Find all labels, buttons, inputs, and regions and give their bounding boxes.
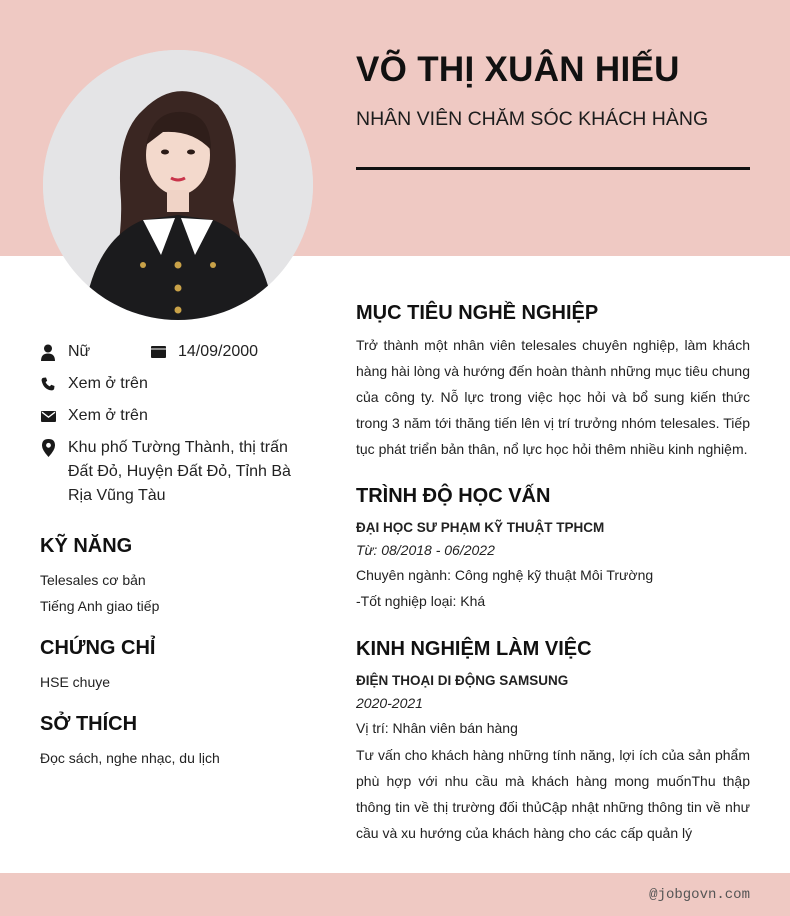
- certificates-list: [40, 669, 110, 695]
- skills-list: [40, 567, 159, 619]
- email-row: [40, 404, 148, 428]
- skills-heading: KỸ NĂNG: [40, 535, 133, 557]
- hobbies-list: [40, 745, 220, 771]
- objective-text: Trở thành một nhân viên telesales chuyên nghiệp, làm khách hàng hài lòng và hướng đến hoàn thành những mục tiêu chung của công ty. Nỗ lực trong việc học hỏi và bổ sung kiến thức trong 3 năm tới thăng tiến lên vị trí trưởng nhóm telesales. Tiếp tục phát triển bản thân, nổ lực học hỏi thêm nhiều kinh nghiệm.: [356, 337, 750, 457]
- education-grade: -Tốt nghiệp loại: Khá: [356, 593, 486, 609]
- list-item: Đọc sách, nghe nhạc, du lịch: [40, 750, 220, 766]
- education-school: ĐẠI HỌC SƯ PHẠM KỸ THUẬT TPHCM: [356, 520, 605, 535]
- avatar: [43, 50, 313, 320]
- phone-value: Xem ở trên: [68, 375, 148, 392]
- email-value: Xem ở trên: [68, 407, 148, 424]
- gender-row: [40, 340, 90, 364]
- objective-heading: MỤC TIÊU NGHỀ NGHIỆP: [356, 302, 599, 324]
- experience-description: Tư vấn cho khách hàng những tính năng, lợi ích của sản phẩm phù hợp với nhu cầu mà khách hàng mong muốnThu thập thông tin về thị trường đối thủCập nhật những thông tin về như cầu và xu hướng của khách hàng cho các cấp quản lý: [356, 747, 750, 841]
- title-divider: [356, 167, 750, 170]
- list-item: HSE chuye: [40, 674, 111, 690]
- hobbies-heading: SỞ THÍCH: [40, 713, 138, 735]
- education-period: Từ: 08/2018 - 06/2022: [356, 542, 495, 558]
- candidate-name: VÕ THỊ XUÂN HIẾU: [356, 50, 680, 89]
- education-major: Chuyên ngành: Công nghệ kỹ thuật Môi Trường: [356, 567, 654, 583]
- person-icon: [40, 340, 56, 364]
- certificates-heading: CHỨNG CHỈ: [40, 637, 156, 659]
- phone-row: [40, 372, 148, 396]
- birthday-row: [150, 340, 258, 364]
- experience-position: Vị trí: Nhân viên bán hàng: [356, 720, 518, 736]
- profile-photo: [43, 50, 313, 320]
- address-value: Khu phố Tường Thành, thị trấn Đất Đỏ, Huyện Đất Đỏ, Tỉnh Bà Rịa Vũng Tàu: [68, 439, 291, 504]
- experience-company: ĐIỆN THOẠI DI ĐỘNG SAMSUNG: [356, 673, 569, 688]
- experience-heading: KINH NGHIỆM LÀM VIỆC: [356, 638, 592, 660]
- list-item: Tiếng Anh giao tiếp: [40, 598, 160, 614]
- phone-icon: [40, 372, 56, 396]
- experience-period: 2020-2021: [356, 695, 423, 711]
- calendar-icon: [150, 340, 166, 364]
- location-pin-icon: [40, 436, 56, 460]
- address-row: [40, 436, 316, 508]
- education-heading: TRÌNH ĐỘ HỌC VẤN: [356, 485, 551, 507]
- job-title: NHÂN VIÊN CHĂM SÓC KHÁCH HÀNG: [356, 108, 709, 130]
- birthday-value: 14/09/2000: [178, 343, 259, 360]
- gender-value: Nữ: [68, 343, 91, 360]
- footer-watermark: @jobgovn.com: [649, 887, 750, 903]
- list-item: Telesales cơ bản: [40, 572, 146, 588]
- email-icon: [40, 404, 56, 428]
